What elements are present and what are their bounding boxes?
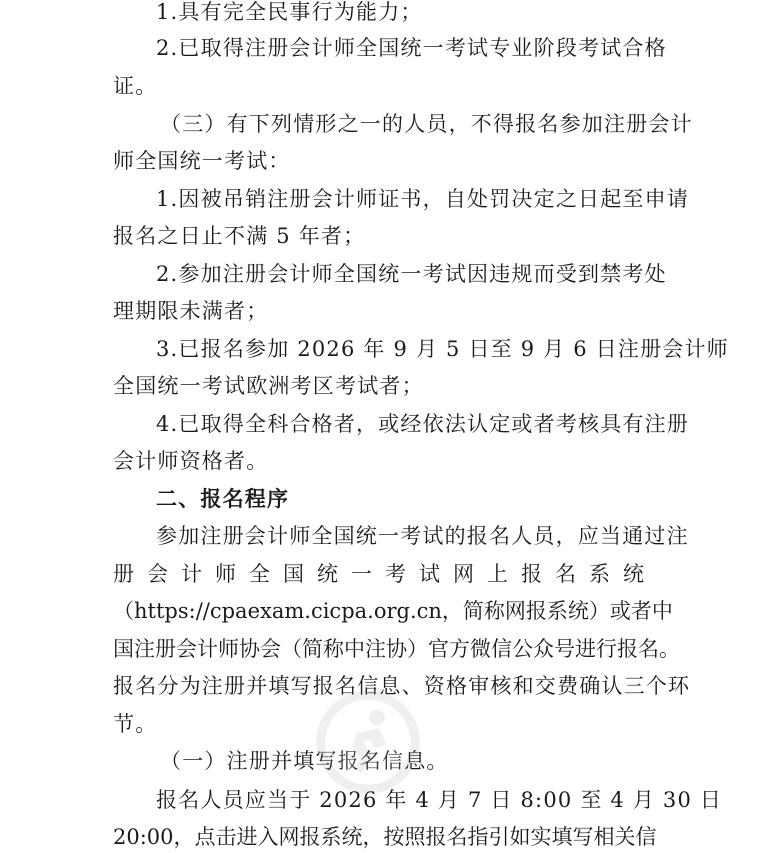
- paragraph-line: 节。: [113, 712, 158, 736]
- paragraph-line: 报名分为注册并填写报名信息、资格审核和交费确认三个环: [113, 674, 691, 698]
- paragraph-line: 全国统一考试欧洲考区考试者；: [113, 374, 424, 398]
- paragraph-line: 证。: [113, 74, 158, 98]
- paragraph-line: 报名之日止不满 5 年者；: [113, 224, 366, 248]
- runner-logo-icon: [312, 686, 424, 798]
- paragraph-line: 4.已取得全科合格者，或经依法认定或者考核具有注册: [156, 412, 690, 436]
- paragraph-line: 师全国统一考试：: [113, 149, 291, 173]
- paragraph-line: 报名人员应当于 2026 年 4 月 7 日 8:00 至 4 月 30 日: [156, 788, 723, 812]
- paragraph-line: 1.因被吊销注册会计师证书，自处罚决定之日起至申请: [156, 187, 690, 211]
- paragraph-line: 国注册会计师协会（简称中注协）官方微信公众号进行报名。: [113, 637, 680, 661]
- paragraph-line: 会计师资格者。: [113, 449, 269, 473]
- paragraph-line: 理期限未满者；: [113, 299, 269, 323]
- paragraph-line: 2.已取得注册会计师全国统一考试专业阶段考试合格: [156, 36, 667, 60]
- paragraph-line: 3.已报名参加 2026 年 9 月 5 日至 9 月 6 日注册会计师: [156, 337, 729, 361]
- paragraph-line: （三）有下列情形之一的人员，不得报名参加注册会计: [160, 112, 693, 136]
- paragraph-line: 2.参加注册会计师全国统一考试因违规而受到禁考处: [156, 262, 667, 286]
- section-heading: 二、报名程序: [156, 487, 290, 511]
- paragraph-line: 册会计师全国统一考试网上报名系统: [113, 562, 644, 586]
- paragraph-line: 参加注册会计师全国统一考试的报名人员，应当通过注: [156, 524, 689, 548]
- subsection-heading: （一）注册并填写报名信息。: [160, 749, 449, 773]
- paragraph-line: 1.具有完全民事行为能力；: [156, 0, 423, 24]
- paragraph-line: 20:00，点击进入网报系统，按照报名指引如实填写相关信: [113, 825, 657, 849]
- paragraph-line: （https://cpaexam.cicpa.org.cn，简称网报系统）或者中: [113, 599, 673, 623]
